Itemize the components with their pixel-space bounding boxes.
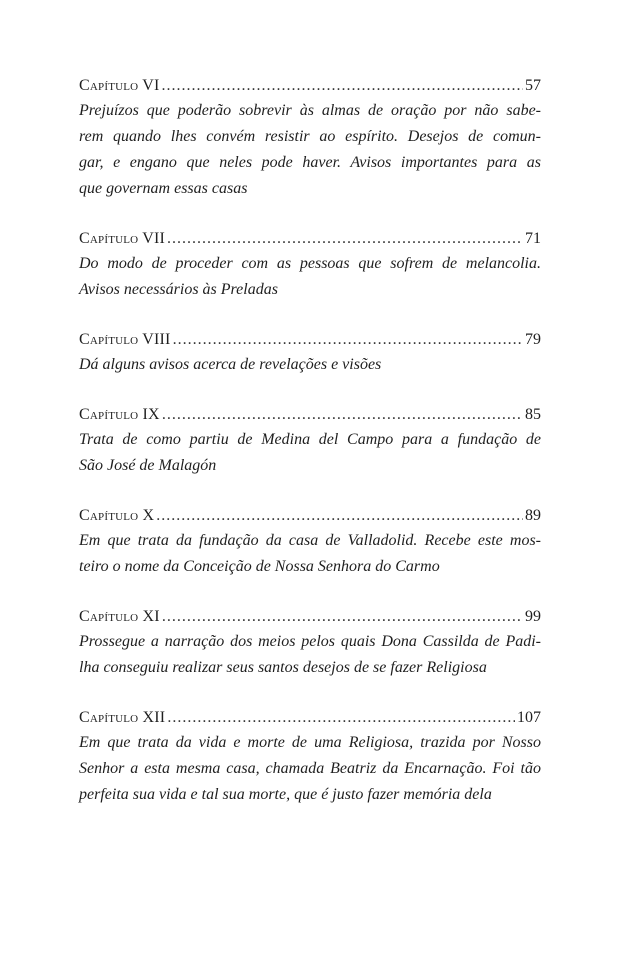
summary-line: que governam essas casas [79, 180, 248, 197]
chapter-title: Capítulo XII [79, 709, 166, 726]
dot-leader [162, 403, 523, 427]
chapter-summary [79, 251, 541, 303]
summary-line: Avisos necessários às Preladas [79, 281, 278, 298]
page-number: 107 [517, 709, 541, 726]
chapter-title: Capítulo VIII [79, 331, 171, 348]
summary-line: lha conseguiu realizar seus santos desejos de se fazer Religiosa [79, 659, 487, 676]
summary-line: São José de Malagón [79, 457, 217, 474]
page-number: 85 [525, 406, 541, 423]
summary-line: perfeita sua vida e tal sua morte, que é justo fazer memória dela [79, 786, 492, 803]
toc-entry-heading [79, 74, 541, 98]
summary-line: Trata de como partiu de Medina del Campo para a fundação de [79, 431, 541, 448]
toc-entry [79, 706, 541, 808]
summary-line: Senhor a esta mesma casa, chamada Beatriz da Encarnação. Foi tão [79, 760, 541, 777]
dot-leader [156, 504, 523, 528]
chapter-summary [79, 629, 541, 681]
page-number: 57 [525, 77, 541, 94]
summary-line: Dá alguns avisos acerca de revelações e visões [79, 356, 382, 373]
toc-entry-heading [79, 328, 541, 352]
summary-line: gar, e engano que neles pode haver. Avisos importantes para as [79, 154, 541, 171]
chapter-summary [79, 352, 541, 378]
toc-entry [79, 605, 541, 681]
toc-entry-heading [79, 227, 541, 251]
toc-entry-heading [79, 504, 541, 528]
summary-line: rem quando lhes convém resistir ao espírito. Desejos de comun- [79, 128, 541, 145]
chapter-summary [79, 528, 541, 580]
toc-entry [79, 328, 541, 378]
toc-entry-heading [79, 403, 541, 427]
summary-line: Prejuízos que poderão sobrevir às almas de oração por não sabe- [79, 102, 541, 119]
dot-leader [167, 227, 523, 251]
toc-entry [79, 504, 541, 580]
chapter-title: Capítulo XI [79, 608, 160, 625]
toc-entry [79, 403, 541, 479]
summary-line: Do modo de proceder com as pessoas que sofrem de melancolia. [79, 255, 541, 272]
chapter-summary [79, 98, 541, 202]
dot-leader [162, 605, 523, 629]
chapter-title: Capítulo IX [79, 406, 160, 423]
dot-leader [167, 706, 515, 730]
table-of-contents [79, 74, 541, 833]
summary-line: Prossegue a narração dos meios pelos quais Dona Cassilda de Padi- [79, 633, 541, 650]
dot-leader [162, 74, 523, 98]
page-number: 89 [525, 507, 541, 524]
toc-entry [79, 74, 541, 202]
dot-leader [173, 328, 523, 352]
page-number: 71 [525, 230, 541, 247]
page-number: 99 [525, 608, 541, 625]
chapter-title: Capítulo VI [79, 77, 160, 94]
toc-entry-heading [79, 605, 541, 629]
chapter-summary [79, 427, 541, 479]
summary-line: Em que trata da vida e morte de uma Religiosa, trazida por Nosso [79, 734, 541, 751]
chapter-summary [79, 730, 541, 808]
chapter-title: Capítulo X [79, 507, 155, 524]
summary-line: teiro o nome da Conceição de Nossa Senhora do Carmo [79, 558, 440, 575]
toc-entry [79, 227, 541, 303]
page-number: 79 [525, 331, 541, 348]
toc-entry-heading [79, 706, 541, 730]
summary-line: Em que trata da fundação da casa de Valladolid. Recebe este mos- [79, 532, 541, 549]
chapter-title: Capítulo VII [79, 230, 166, 247]
